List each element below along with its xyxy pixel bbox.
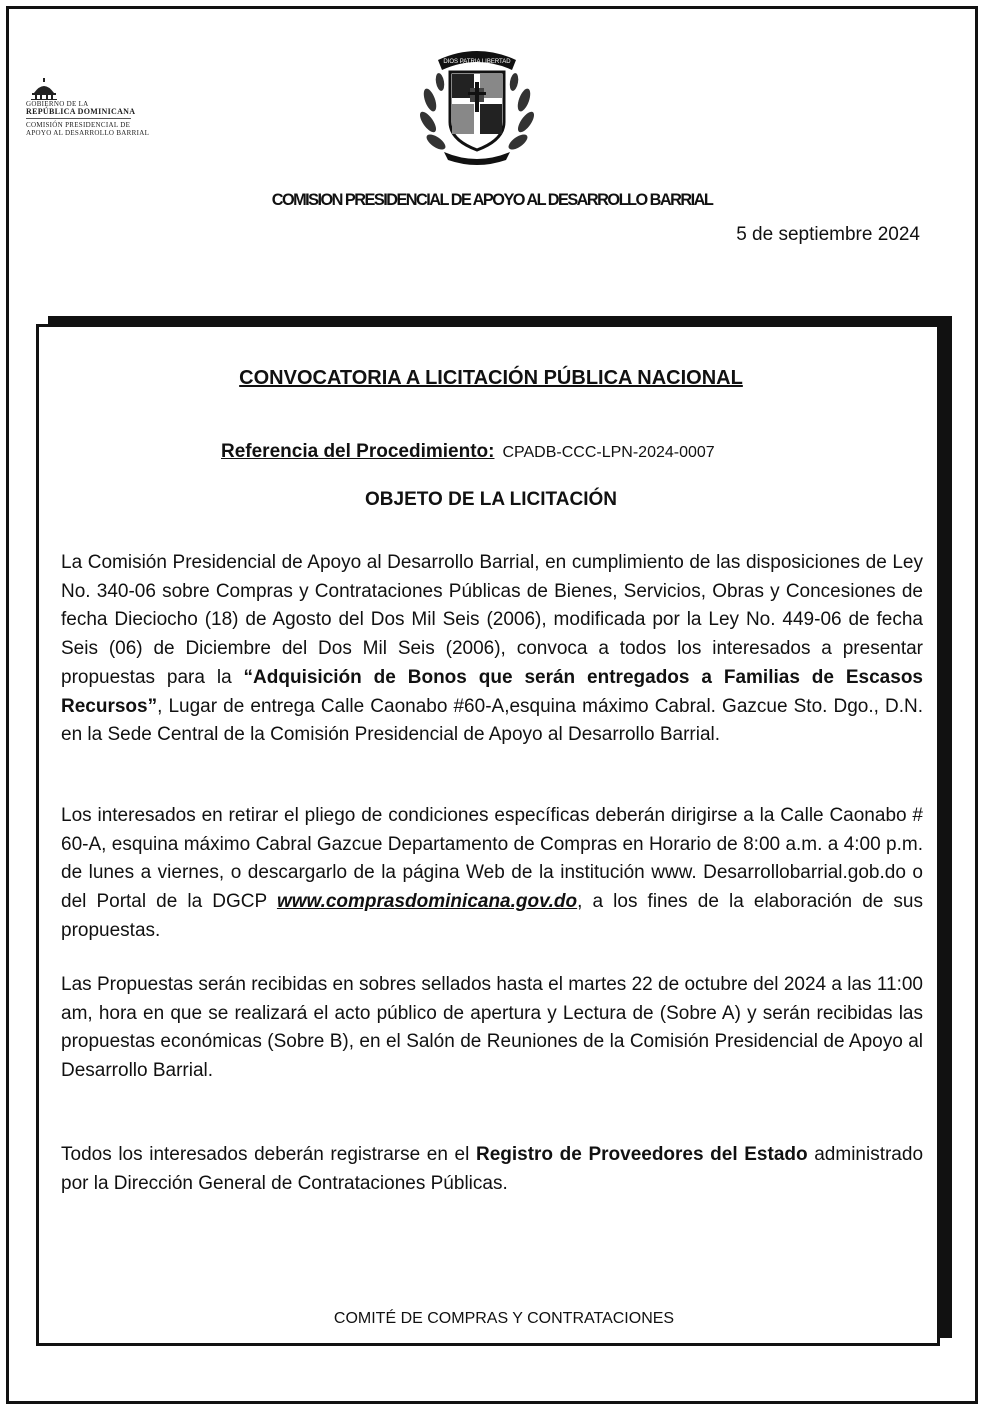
coat-of-arms-icon xyxy=(418,40,536,166)
government-logo xyxy=(26,78,156,137)
gov-line-1: GOBIERNO DE LA xyxy=(26,100,89,108)
notice-title: CONVOCATORIA A LICITACIÓN PÚBLICA NACIONAL xyxy=(239,367,743,389)
institution-title: COMISION PRESIDENCIAL DE APOYO AL DESARROLLO BARRIAL xyxy=(271,190,713,209)
paragraph-submission: Las Propuestas serán recibidas en sobres sellados hasta el martes 22 de octubre del 2024 a las 11:00 am, hora en que se realizará el acto público de apertura y Lectura de (Sobre A) y serán recibidas las propuestas económicas (Sobre B), en el Salón de Reuniones de la Comisión Presidencial de Apoyo al Desarrollo Barrial. xyxy=(61,974,923,1082)
committee-signature: COMITÉ DE COMPRAS Y CONTRATACIONES xyxy=(333,1310,675,1327)
dome-icon xyxy=(29,78,59,100)
divider xyxy=(26,118,131,119)
gov-line-4: APOYO AL DESARROLLO BARRIAL xyxy=(26,129,150,137)
dgcp-portal-link[interactable]: www.comprasdominicana.gov.do xyxy=(276,891,578,913)
procurement-subject: “Adquisición de Bonos que serán entregados a Familias de Escasos Recursos” xyxy=(61,666,923,717)
paragraph-objective: La Comisión Presidencial de Apoyo al Desarrollo Barrial, en cumplimiento de las disposiciones de Ley No. 340-06 sobre Compras y Contrataciones Públicas de Bienes, Servicios, Obras y Concesiones de fecha Dieciocho (18) de Agosto del Dos Mil Seis (2006), modificada por la Ley No. 449-06 de fecha Seis (06) de Diciembre del Dos Mil Seis (2006), convoca a todos los interesados a presentar propuestas para la “Adquisición de Bonos que serán entregados a Familias de Escasos Recursos”, Lugar de entrega Calle Caonabo #60-A,esquina máximo Cabral. Gazcue Sto. Dgo., D.N. en la Sede Central de la Comisión Presidencial de Apoyo al Desarrollo Barrial. xyxy=(61,552,923,746)
document-date: 5 de septiembre 2024 xyxy=(736,224,920,245)
gov-line-2: REPÚBLICA DOMINICANA xyxy=(26,107,136,116)
notice-subtitle: OBJETO DE LA LICITACIÓN xyxy=(365,489,617,510)
paragraph-conditions: Los interesados en retirar el pliego de condiciones específicas deberán dirigirse a la Calle Caonabo # 60-A, esquina máximo Cabral Gazcue Departamento de Compras en Horario de 8:00 a.m. a 4:00 p.m. de lunes a viernes, o descargarlo de la página Web de la institución www. Desarrollobarrial.gob.do o del Portal de la DGCP www.comprasdominicana.gov.do, a los fines de la elaboración de sus propuestas. xyxy=(61,805,924,941)
reference-label: Referencia del Procedimiento: xyxy=(221,441,495,462)
coat-motto: DIOS PATRIA LIBERTAD xyxy=(443,59,511,65)
paragraph-registration: Todos los interesados deberán registrarse en el Registro de Proveedores del Estado administrado por la Dirección General de Contrataciones Públicas. xyxy=(61,1144,924,1194)
notice-box xyxy=(36,324,940,1346)
supplier-registry: Registro de Proveedores del Estado xyxy=(475,1144,808,1165)
procedure-reference xyxy=(221,441,715,463)
reference-value: CPADB-CCC-LPN-2024-0007 xyxy=(502,444,715,461)
gov-line-3: COMISIÓN PRESIDENCIAL DE xyxy=(26,121,131,129)
